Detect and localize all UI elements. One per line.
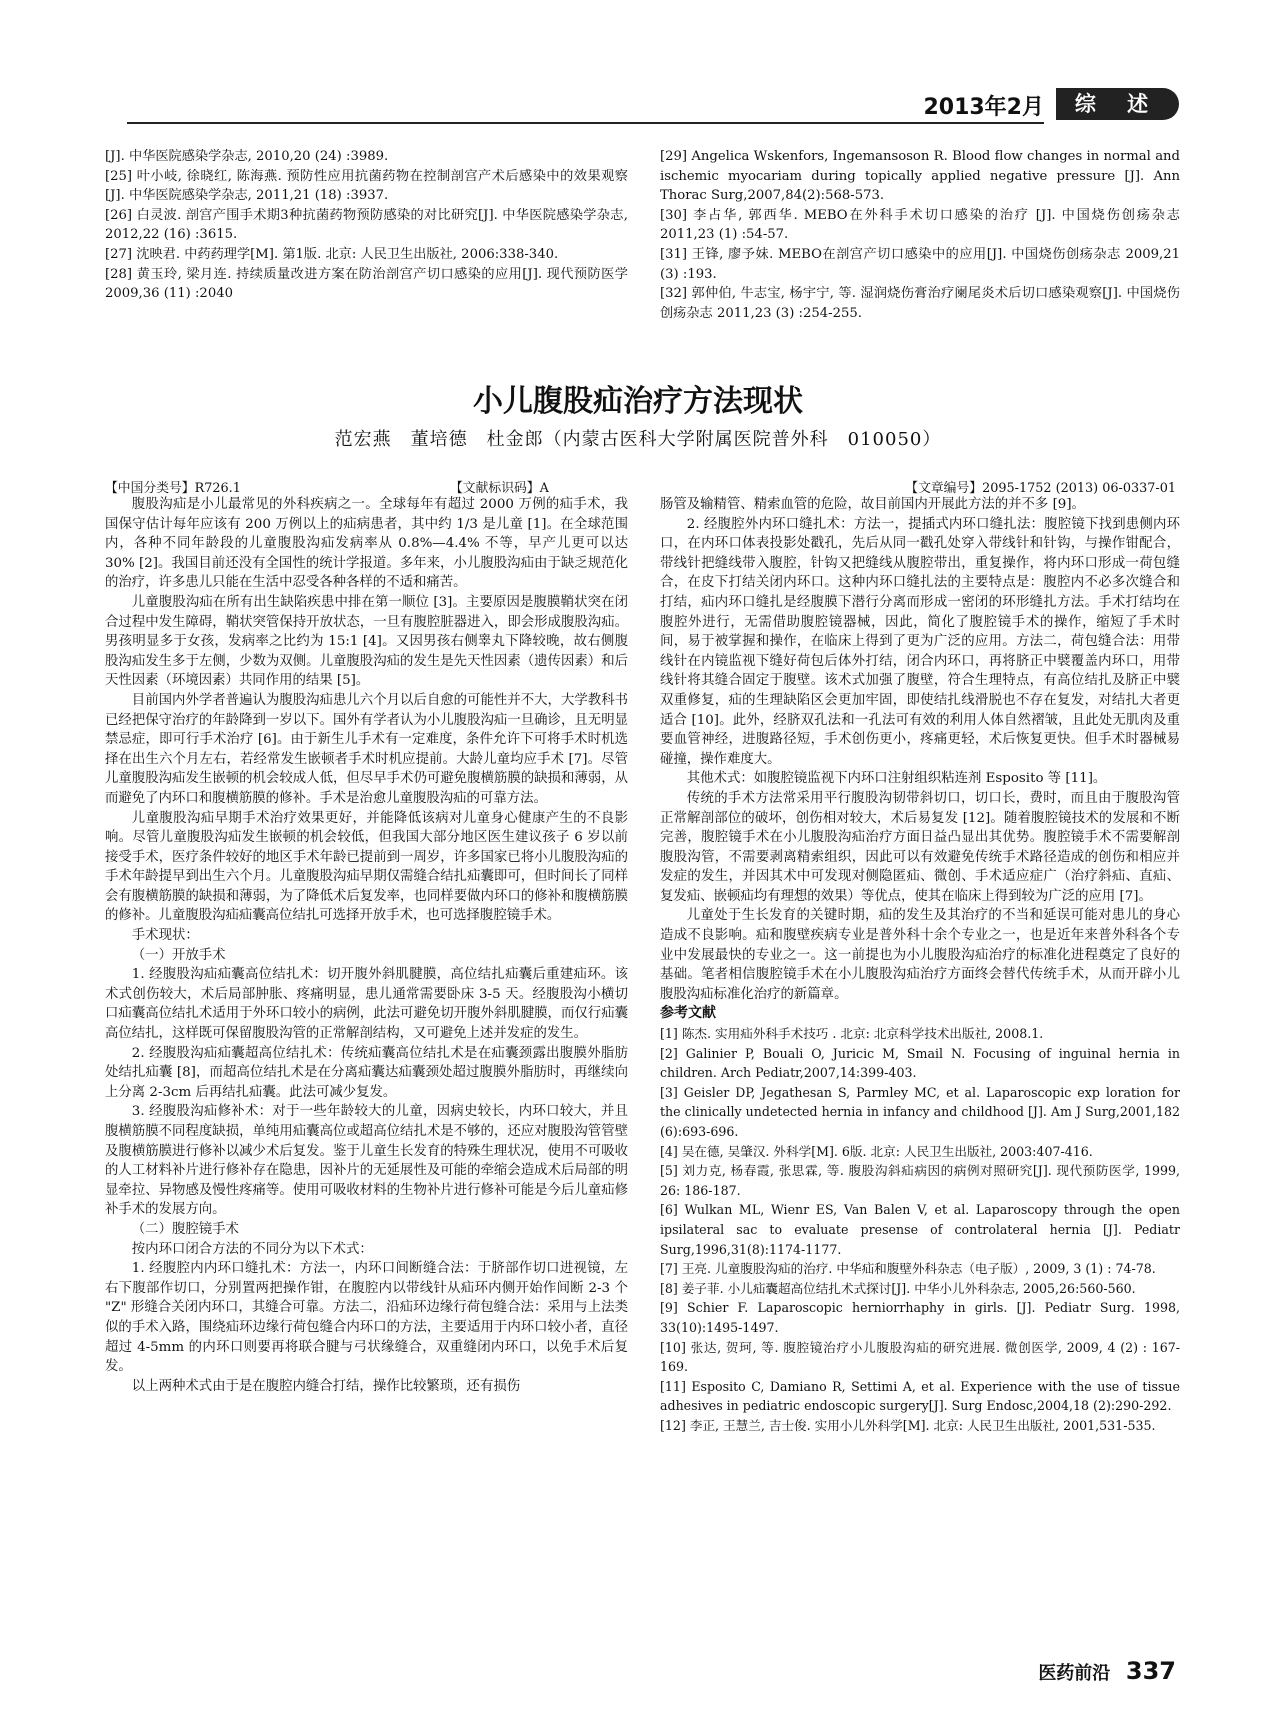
references-heading: 参考文献 <box>660 1005 716 1022</box>
article-number: 【文章编号】2095-1752 (2013) 06-0337-01 <box>905 481 1176 496</box>
body-paragraph: 儿童处于生长发育的关键时期，疝的发生及其治疗的不当和延误可能对患儿的身心造成不良影响。疝和腹壁疾病专业是普外科十余个专业之一，也是近年来普外科各个专业中发展最快的专业之一。这一前提也为小儿腹股沟疝治疗的标准化进程奠定了良好的基础。笔者相信腹腔镜手术在小儿腹股沟疝治疗方面终会替代传统手术，从而开辟小儿腹股沟疝标准化治疗的新篇章。 <box>660 908 1180 1002</box>
body-paragraph: 1. 经腹股沟疝疝囊高位结扎术：切开腹外斜肌腱膜，高位结扎疝囊后重建疝环。该术式创伤较大，术后局部肿胀、疼痛明显，患儿通常需要卧床 3-5 天。经腹股沟小横切口疝囊高位结扎术适用于外环口较小的病例，此法可避免切开腹外斜肌腱膜，而仅行疝囊高位结扎，这样既可保留腹股沟管的正常解剖结构，又可避免上述并发症的发生。 <box>105 967 628 1042</box>
reference-item: [27] 沈映君. 中药药理学[M]. 第1版. 北京: 人民卫生出版社, 2006:338-340. <box>105 246 559 262</box>
article-body-left-column <box>105 495 628 1396</box>
body-paragraph: 其他术式：如腹腔镜监视下内环口注射组织粘连剂 Esposito 等 [11]。 <box>686 771 1107 787</box>
article-body-right-text <box>660 495 1180 1004</box>
reference-item: [7] 王亮. 儿童腹股沟疝的治疗. 中华疝和腹壁外科杂志（电子版）, 2009, 3 (1) : 74-78. <box>660 1261 1156 1277</box>
reference-item: [5] 刘力克, 杨春霞, 张思霖, 等. 腹股沟斜疝病因的病例对照研究[J]. 现代预防医学, 1999, 26: 186-187. <box>660 1163 1180 1198</box>
reference-item: [2] Galinier P, Bouali O, Juricic M, Smail N. Focusing of inguinal hernia in children. Arch Pediatr,2007,14:399-403. <box>660 1045 1180 1081</box>
reference-item: [9] Schier F. Laparoscopic herniorrhaphy in girls. [J]. Pediatr Surg. 1998, 33(10):1495-1497. <box>660 1300 1180 1335</box>
body-paragraph: （一）开放手术 <box>131 947 226 963</box>
reference-item: [31] 王锋, 廖予妹. MEBO在剖宫产切口感染中的应用[J]. 中国烧伤创疡杂志 2009,21 (3) :193. <box>660 246 1180 282</box>
reference-item: [4] 吴在德, 吴肇汉. 外科学[M]. 6版. 北京: 人民卫生出版社, 2003:407-416. <box>660 1143 1093 1159</box>
page-header <box>0 88 1276 128</box>
reference-item: [12] 李正, 王慧兰, 吉士俊. 实用小儿外科学[M]. 北京: 人民卫生出版社, 2001,531-535. <box>660 1417 1156 1433</box>
section-badge: 综 述 <box>1056 88 1179 120</box>
body-paragraph: 按内环口闭合方法的不同分为以下术式： <box>131 1241 373 1257</box>
body-paragraph: 1. 经腹腔内内环口缝扎术：方法一，内环口间断缝合法：于脐部作切口进视镜，左右下腹部作切口，分别置两把操作钳，在腹腔内以带线针从疝环内侧开始作间断 2-3 个 "Z" 形缝合关闭内环口，其缝合可靠。方法二，沿疝环边缘行荷包缝合法：采用与上法类似的手术入路，围绕疝环边缘行荷包缝合内环口的方法，主要适用于内环口较小者，直径超过 4-5mm 的内环口则要再将联合腱与弓状缘缝合，双重缝闭内环口，以免手术后复发。 <box>105 1261 628 1375</box>
previous-article-references-right <box>660 147 1180 323</box>
reference-item: [6] Wulkan ML, Wienr ES, Van Balen V, et al. Laparoscopy through the open ipsilateral sac to evaluate presense of controlateral hernia [J]. Pediatr Surg,1996,31(8):1174-1177. <box>660 1202 1180 1257</box>
reference-item: [28] 黄玉玲, 梁月连. 持续质量改进方案在防治剖宫产切口感染的应用[J]. 现代预防医学 2009,36 (11) :2040 <box>105 266 628 302</box>
body-paragraph: 传统的手术方法常采用平行腹股沟韧带斜切口，切口长，费时，而且由于腹股沟管正常解剖部位的破坏，创伤相对较大，术后易复发 [12]。随着腹腔镜技术的发展和不断完善，腹腔镜手术在小儿腹股沟疝治疗方面日益凸显出其优势。腹腔镜手术不需要解剖腹股沟管，不需要剥离精索组织，因此可以有效避免传统手术路径造成的创伤和相应并发症的发生，并因其术中可发现对侧隐匿疝、微创、手术适应症广（治疗斜疝、直疝、复发疝、嵌顿疝均有理想的效果）等优点，使其在临床上得到较为广泛的应用 [7]。 <box>660 790 1180 904</box>
reference-item: [25] 叶小岐, 徐晓红, 陈海燕. 预防性应用抗菌药物在控制剖宫产术后感染中的效果观察[J]. 中华医院感染学杂志, 2011,21 (18) :3937. <box>105 168 628 204</box>
body-paragraph: 儿童腹股沟疝早期手术治疗效果更好，并能降低该病对儿童身心健康产生的不良影响。尽管儿童腹股沟疝发生嵌顿的机会较低，但我国大部分地区医生建议孩子 6 岁以前接受手术，医疗条件较好的地区手术年龄已提前到一周岁，许多国家已将小儿腹股沟疝的手术年龄提早到出生六个月。儿童腹股沟疝早期仅需缝合结扎疝囊即可，但时间长了同样会有腹横筋膜的缺损和薄弱，为了降低术后复发率，也同样要做内环口的修补和腹横筋膜的修补。儿童腹股沟疝疝囊高位结扎可选择开放手术，也可选择腹腔镜手术。 <box>105 810 628 924</box>
reference-item: [1] 陈杰. 实用疝外科手术技巧 . 北京: 北京科学技术出版社, 2008.1. <box>660 1026 1044 1042</box>
reference-item: [3] Geisler DP, Jegathesan S, Parmley MC, et al. Laparoscopic exp loration for the clinically undetected hernia in infancy and childhood [J]. Am J Surg,2001,182 (6):693-696. <box>660 1084 1180 1139</box>
reference-item: [11] Esposito C, Damiano R, Settimi A, et al. Experience with the use of tissue adhesives in pediatric endoscopic surgery[J]. Surg Endosc,2004,18 (2):290-292. <box>660 1378 1180 1414</box>
body-paragraph: 手术现状： <box>131 928 199 944</box>
body-paragraph: 目前国内外学者普遍认为腹股沟疝患儿六个月以后自愈的可能性并不大，大学教科书已经把保守治疗的年龄降到一岁以下。国外有学者认为小儿腹股沟疝一旦确诊，且无明显禁忌症，即可行手术治疗 [6]。由于新生儿手术有一定难度，条件允许下可将手术时机选择在出生六个月左右，若经常发生嵌顿者手术时机应提前。大龄儿童均应手术 [7]。尽管儿童腹股沟疝发生嵌顿的机会较成人低，但尽早手术仍可避免腹横筋膜的缺损和薄弱，从而避免了内环口和腹横筋膜的修补。手术是治愈儿童腹股沟疝的可靠方法。 <box>105 692 628 806</box>
previous-article-references-left <box>105 147 628 304</box>
document-code: 【文献标识码】A <box>450 481 549 496</box>
journal-name: 医药前沿 <box>1038 1663 1111 1684</box>
article-title: 小儿腹股疝治疗方法现状 <box>473 384 803 419</box>
reference-item: [10] 张达, 贺珂, 等. 腹腔镜治疗小儿腹股沟疝的研究进展. 微创医学, 2009, 4 (2) : 167-169. <box>660 1339 1180 1375</box>
reference-item: [8] 姜子菲. 小儿疝囊超高位结扎术式探讨[J]. 中华小儿外科杂志, 2005,26:560-560. <box>660 1280 1136 1296</box>
body-paragraph: 肠管及输精管、精索血管的危险，故目前国内开展此方法的并不多 [9]。 <box>660 497 1085 512</box>
page-footer <box>1038 1657 1176 1685</box>
body-paragraph: 儿童腹股沟疝在所有出生缺陷疾患中排在第一顺位 [3]。主要原因是腹膜鞘状突在闭合过程中发生障碍，鞘状突管保持开放状态，一旦有腹腔脏器进入，即会形成腹股沟疝。男孩明显多于女孩，发病率之比约为 15:1 [4]。又因男孩右侧睾丸下降较晚，故右侧腹股沟疝发生多于左侧，少数为双侧。儿童腹股沟疝的发生是先天性因素（遗传因素）和后天性因素（环境因素）共同作用的结果 [5]。 <box>105 594 628 689</box>
reference-list <box>660 1024 1180 1435</box>
reference-item: [26] 白灵波. 剖宫产围手术期3种抗菌药物预防感染的对比研究[J]. 中华医院感染学杂志, 2012,22 (16) :3615. <box>105 207 628 243</box>
classification-number: 【中国分类号】R726.1 <box>105 481 241 496</box>
body-paragraph: 2. 经腹腔外内环口缝扎术：方法一，提插式内环口缝扎法：腹腔镜下找到患侧内环口，在内环口体表投影处戳孔，先后从同一戳孔处穿入带线针和针钩，与操作钳配合，带线针把缝线带入腹腔，针钩又把缝线从腹腔带出，重复操作，将内环口形成一荷包缝合，在皮下打结关闭内环口。这种内环口缝扎法的主要特点是：腹腔内不必多次缝合和打结，疝内环口缝扎是经腹膜下潜行分离而形成一密闭的环形缝扎方法。手术打结均在腹腔外进行，无需借助腹腔镜器械，因此，简化了腹腔镜手术的操作，缩短了手术时间，易于被掌握和操作，在临床上得到了更为广泛的应用。方法二，荷包缝合法：用带线针在内镜监视下缝好荷包后体外打结，闭合内环口，再将脐正中襞覆盖内环口，用带线针将其缝合固定于腹壁。该术式加强了腹壁，符合生理特点，有高位结扎及脐正中襞双重修复，疝的生理缺陷区会更加牢固，即使结扎线滑脱也不存在复发，对结扎大者更适合 [10]。此外，经脐双孔法和一孔法可有效的利用人体自然褶皱，且此处无肌肉及重要血管神经，进腹路径短，手术创伤更小，疼痛更轻，术后恢复更快。但手术时器械易碰撞，操作难度大。 <box>660 516 1180 767</box>
body-paragraph: 以上两种术式由于是在腹腔内缝合打结，操作比较繁琐，还有损伤 <box>131 1378 521 1394</box>
issue-date: 2013年2月 <box>923 95 1044 120</box>
reference-item: [30] 李占华, 郭西华. MEBO在外科手术切口感染的治疗 [J]. 中国烧伤创疡杂志 2011,23 (1) :54-57. <box>660 207 1180 243</box>
body-paragraph: 腹股沟疝是小儿最常见的外科疾病之一。全球每年有超过 2000 万例的疝手术，我国保守估计每年应该有 200 万例以上的疝病患者，其中约 1/3 是儿童 [1]。在全球范围内，各种不同年龄段的儿童腹股沟疝发病率从 0.8%—4.4% 不等，早产儿更可以达 30% [2]。我国目前还没有全国性的统计学报道。多年来，小儿腹股沟疝由于缺乏规范化的治疗，许多患儿只能在生活中忍受各种各样的不适和痛苦。 <box>105 497 628 591</box>
header-rule <box>127 122 1044 124</box>
article-body-right-column <box>660 495 1180 1436</box>
article-authors: 范宏燕 董培德 杜金郎（内蒙古医科大学附属医院普外科 010050） <box>334 429 942 450</box>
reference-item: [J]. 中华医院感染学杂志, 2010,20 (24) :3989. <box>105 149 389 164</box>
reference-item: [29] Angelica Wskenfors, Ingemansoson R. Blood flow changes in normal and ischemic myocariam during topically applied negative pressure [J]. Ann Thorac Surg,2007,84(2):568-573. <box>660 149 1180 204</box>
body-paragraph: （二）腹腔镜手术 <box>131 1221 239 1237</box>
page-number: 337 <box>1125 1657 1176 1685</box>
reference-item: [32] 郭仲伯, 牛志宝, 杨宇宁, 等. 湿润烧伤膏治疗阑尾炎术后切口感染观察[J]. 中国烧伤创疡杂志 2011,23 (3) :254-255. <box>660 286 1180 321</box>
body-paragraph: 3. 经腹股沟疝修补术：对于一些年龄较大的儿童，因病史较长，内环口较大，并且腹横筋膜不同程度缺损，单纯用疝囊高位或超高位结扎术是不够的，还应对腹股沟管管壁及腹横筋膜进行修补以减少术后复发。鉴于儿童生长发育的特殊生理状况，使用不可吸收的人工材料补片进行修补存在隐患，因补片的无延展性及可能的牵缩会造成术后局部的明显牵拉、异物感及慢性疼痛等。使用可吸收材料的生物补片进行修补可能是今后儿童疝修补手术的发展方向。 <box>105 1104 628 1218</box>
body-paragraph: 2. 经腹股沟疝疝囊超高位结扎术：传统疝囊高位结扎术是在疝囊颈露出腹膜外脂肪处结扎疝囊 [8]，而超高位结扎术是在分离疝囊达疝囊颈处超过腹膜外脂肪时，再继续向上分离 2-3cm 后再结扎疝囊。此法可减少复发。 <box>105 1045 628 1100</box>
